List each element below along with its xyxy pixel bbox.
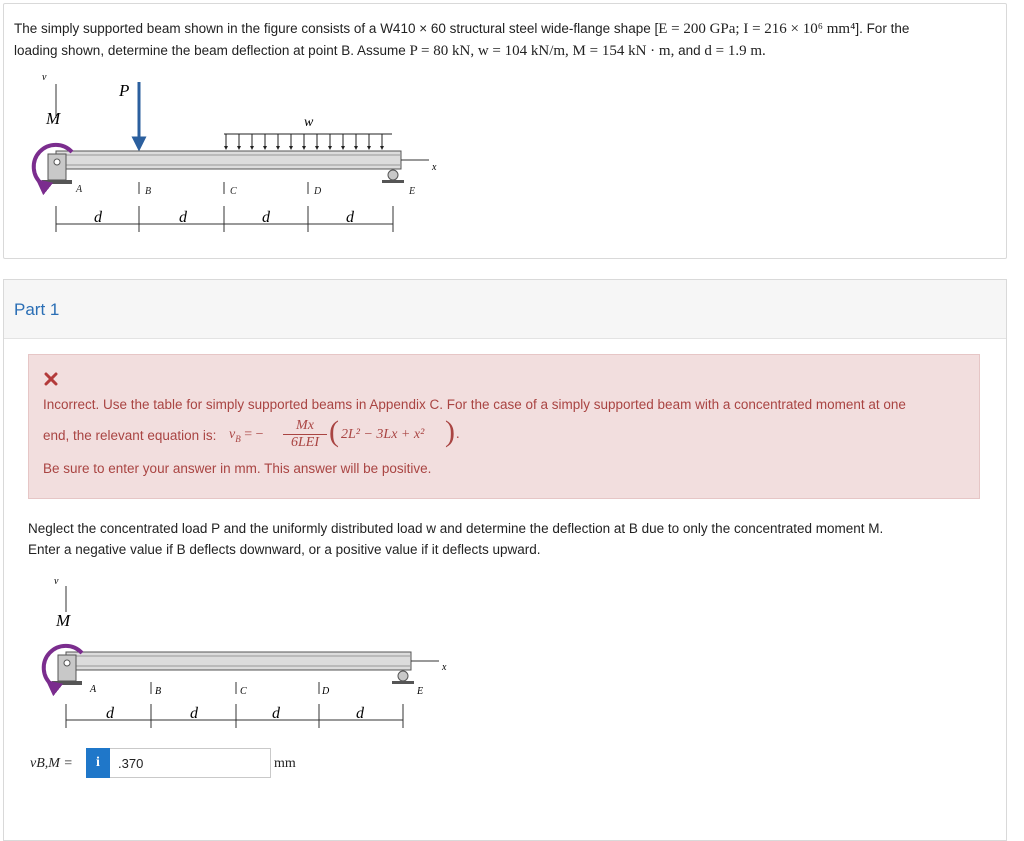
formula-parenthesized: 2L² − 3Lx + x² [341, 427, 425, 442]
part-title: Part 1 [14, 300, 60, 319]
point-A-label: A [76, 184, 83, 195]
load-P-label: P [119, 81, 130, 100]
part-header [4, 280, 1006, 339]
formula-period: . [456, 427, 460, 442]
point-B-label-2: B [155, 686, 162, 697]
span-d-3-2: d [272, 705, 280, 722]
instructions [28, 518, 988, 560]
feedback-line-2 [43, 415, 973, 454]
problem-text-f: and [674, 43, 705, 58]
problem-text-d: loading shown, determine the beam deflection at point B. Assume [14, 43, 410, 58]
problem-statement [14, 18, 999, 62]
feedback-incorrect [28, 354, 980, 499]
span-d-4: d [346, 209, 354, 226]
span-d-1: d [94, 209, 102, 226]
point-E-label: E [409, 186, 416, 197]
instruction-line-1: Neglect the concentrated load P and the uniformly distributed load w and determine the deflection at B due to only the concentrated moment M. [28, 521, 884, 536]
answer-row [28, 748, 428, 780]
moment-label-2: M [56, 611, 71, 630]
point-C-label: C [230, 186, 237, 197]
instruction-line-2: Enter a negative value if B deflects downward, or a positive value if it deflects upward. [28, 542, 541, 557]
problem-properties: E = 200 GPa; I = 216 × 10⁶ mm⁴ [658, 21, 856, 37]
point-B-label: B [145, 186, 152, 197]
span-d-2-2: d [190, 705, 198, 722]
dimension-line [56, 206, 393, 232]
formula-close-paren: ) [445, 415, 455, 448]
feedback-line-1: Incorrect. Use the table for simply supported beams in Appendix C. For the case of a simply supported beam with a concentrated moment at one [43, 397, 906, 412]
point-A-label-2: A [90, 684, 97, 695]
problem-loads: P = 80 kN, w = 104 kN/m, M = 154 kN · m, [409, 43, 675, 59]
roller-support-E [382, 170, 404, 183]
load-w-label: w [304, 115, 314, 130]
formula-equals: = − [244, 427, 264, 442]
feedback-line-2-prefix: end, the relevant equation is: [43, 428, 217, 443]
point-C-label-2: C [240, 686, 247, 697]
load-w-arrows [226, 134, 382, 148]
problem-length: d = 1.9 m. [704, 43, 766, 59]
x-axis-label-2: x [442, 662, 447, 673]
feedback-line-3: Be sure to enter your answer in mm. This answer will be positive. [43, 461, 432, 476]
span-d-1-2: d [106, 705, 114, 722]
problem-card [3, 3, 1007, 259]
beam [56, 151, 401, 169]
span-d-3: d [262, 209, 270, 226]
beam-2 [66, 652, 411, 670]
point-E-label-2: E [417, 686, 424, 697]
answer-unit: mm [274, 756, 296, 771]
point-D-label-2: D [322, 686, 330, 697]
dimension-line-2 [66, 704, 403, 728]
formula-lhs: v [229, 427, 236, 442]
part-card [3, 279, 1007, 841]
beam-figure-moment-only [14, 572, 454, 732]
info-button[interactable]: i [86, 748, 110, 778]
point-D-label: D [314, 186, 322, 197]
incorrect-x-icon [43, 371, 59, 387]
answer-label: vB,M = [30, 756, 73, 771]
formula-open-paren: ( [329, 415, 339, 448]
formula-lhs-sub: B [235, 433, 241, 444]
moment-label: M [46, 109, 61, 128]
answer-input[interactable] [110, 748, 271, 778]
formula-fraction [283, 418, 327, 451]
v-axis-label-2: v [54, 576, 59, 587]
problem-text-c: ]. For the [855, 21, 910, 36]
roller-support-E-2 [392, 671, 414, 684]
problem-text-a: The simply supported beam shown in the figure consists of a W410 × 60 structural steel wide-flange shape [ [14, 21, 659, 36]
span-d-4-2: d [356, 705, 364, 722]
x-axis-label: x [432, 162, 437, 173]
span-d-2: d [179, 209, 187, 226]
formula-denominator: 6LEI [291, 435, 319, 450]
formula-numerator: Mx [283, 418, 327, 435]
beam-figure-full [4, 64, 464, 244]
v-axis-label: v [42, 72, 47, 83]
